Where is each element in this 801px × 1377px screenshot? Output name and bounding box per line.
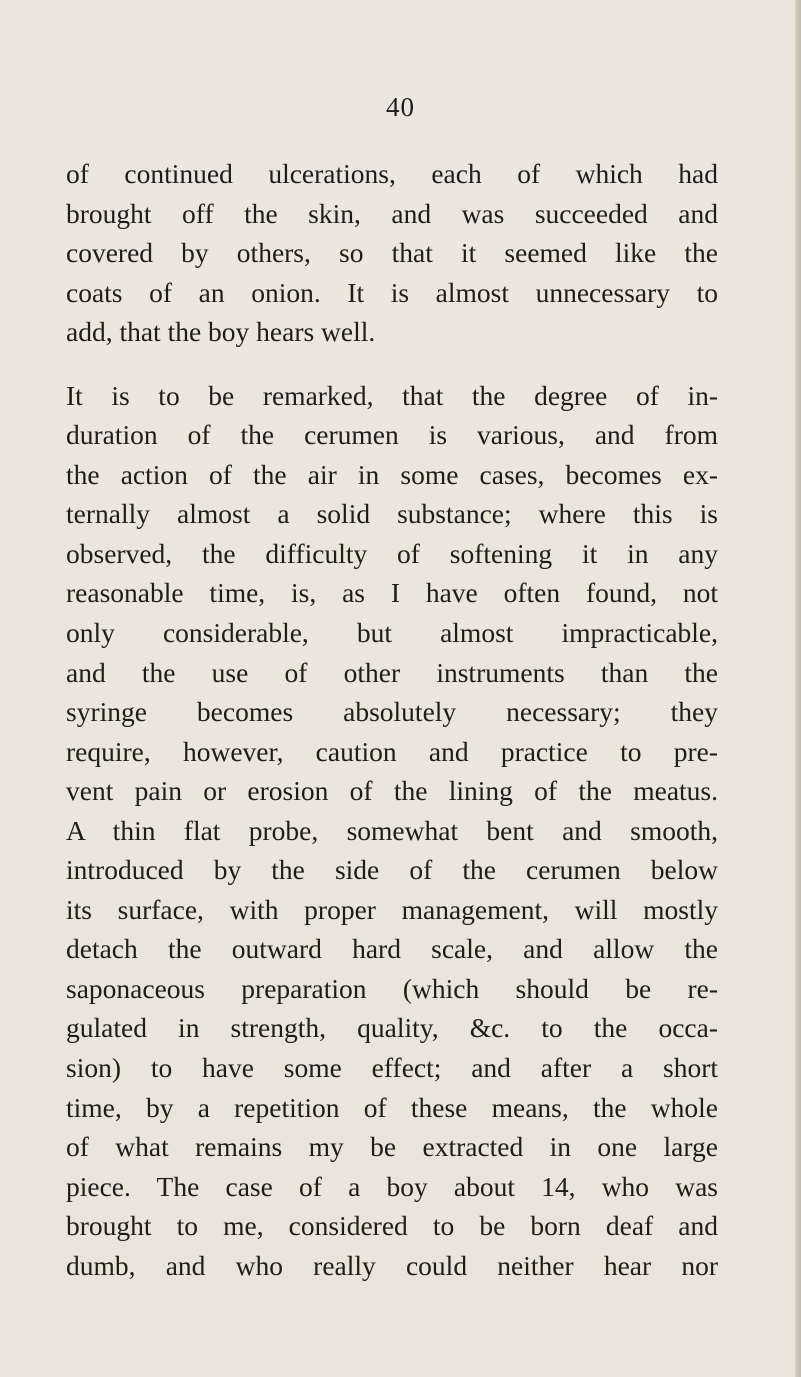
text-line: only considerable, but almost impracticable, [66, 617, 718, 649]
text-line: It is to be remarked, that the degree of in- [66, 379, 718, 411]
text-line: piece. The case of a boy about 14, who was [66, 1170, 718, 1202]
text-line: of continued ulcerations, each of which had [66, 158, 718, 189]
text-line: observed, the difficulty of softening it in any [66, 537, 718, 569]
text-line: brought off the skin, and was succeeded and [66, 197, 718, 229]
text-line: saponaceous preparation (which should be re- [66, 972, 718, 1004]
text-line: vent pain or erosion of the lining of the meatus. [66, 775, 718, 807]
page-edge [795, 0, 801, 1377]
text-line: syringe becomes absolutely necessary; they [66, 696, 718, 728]
text-line: of what remains my be extracted in one large [66, 1131, 718, 1163]
text-line: sion) to have some effect; and after a short [66, 1052, 718, 1084]
text-line: add, that the boy hears well. [66, 316, 376, 348]
text-line: brought to me, considered to be born deaf and [66, 1210, 718, 1242]
text-line: reasonable time, is, as I have often found, not [66, 577, 718, 609]
text-line: covered by others, so that it seemed like the [66, 237, 718, 269]
text-line: detach the outward hard scale, and allow the [66, 933, 718, 965]
text-line: time, by a repetition of these means, the whole [66, 1091, 718, 1123]
text-line: require, however, caution and practice to pre- [66, 735, 718, 767]
text-line: coats of an onion. It is almost unnecessary to [66, 276, 718, 308]
text-line: dumb, and who really could neither hear nor [66, 1249, 718, 1281]
text-line: and the use of other instruments than the [66, 656, 718, 688]
paragraph-gap [66, 352, 718, 376]
text-line: introduced by the side of the cerumen below [66, 854, 718, 886]
body-text [66, 154, 718, 1285]
paragraph-2 [66, 376, 718, 1286]
text-line: gulated in strength, quality, &c. to the occa- [66, 1012, 718, 1044]
paragraph-1 [66, 154, 718, 352]
page-number: 40 [386, 92, 415, 122]
text-line: A thin flat probe, somewhat bent and smooth, [66, 814, 718, 846]
text-line: the action of the air in some cases, becomes ex- [66, 458, 718, 490]
text-line: duration of the cerumen is various, and from [66, 419, 718, 451]
text-line: ternally almost a solid substance; where this is [66, 498, 718, 530]
text-line: its surface, with proper management, will mostly [66, 893, 718, 925]
